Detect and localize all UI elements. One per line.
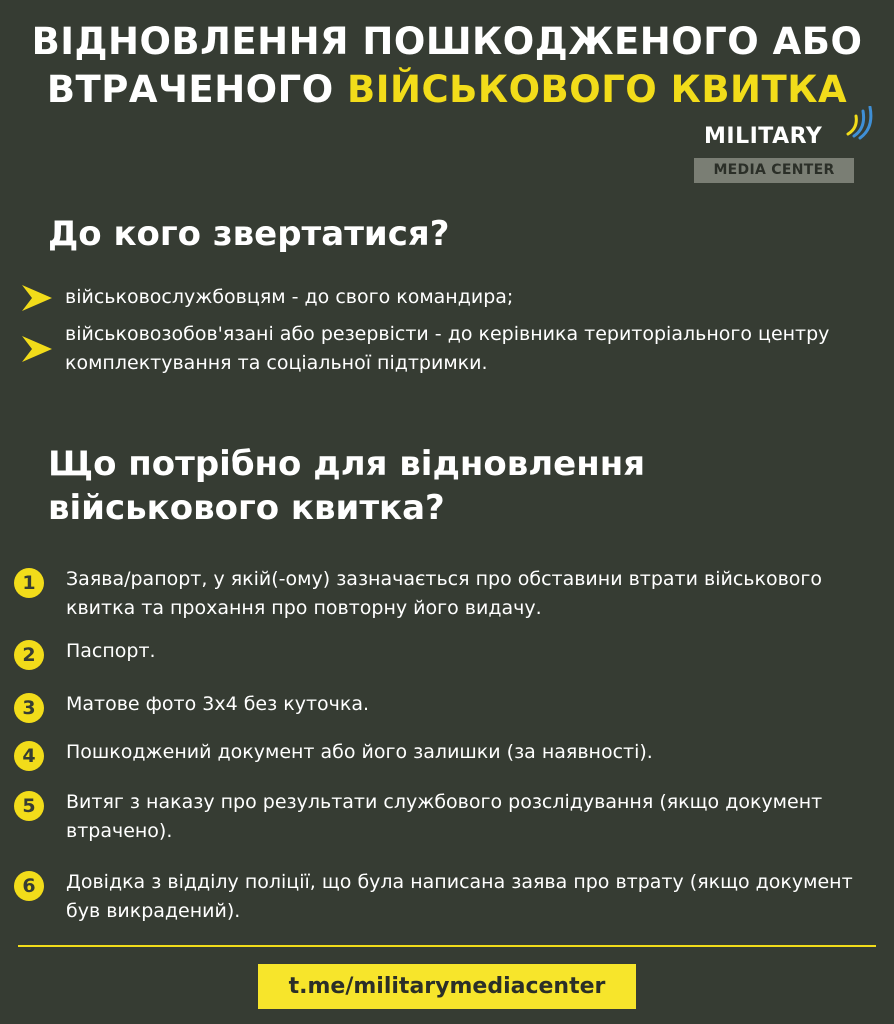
list-item-text: Матове фото 3х4 без куточка.	[66, 693, 370, 715]
section2-heading-line1: Що потрібно для відновлення	[48, 444, 646, 484]
telegram-link[interactable]: t.me/militarymediacenter	[258, 964, 636, 1009]
title-line-2: ВТРАЧЕНОГО	[46, 68, 348, 111]
list-item-text: Пошкоджений документ або його залишки (за наявності).	[66, 741, 653, 763]
military-media-center-logo	[694, 104, 878, 184]
list-item-text: Витяг з наказу про результати службового розслідування (якщо документ втрачено).	[66, 791, 823, 842]
number-badge: 6	[14, 871, 44, 901]
list-item-text: Заява/рапорт, у якій(-ому) зазначається про обставини втрати військового квитка та прохання про повторну його видачу.	[66, 568, 823, 619]
list-item-text: Паспорт.	[66, 640, 156, 662]
signal-waves-icon	[844, 106, 876, 140]
number-badge: 1	[14, 568, 44, 598]
number-badge: 4	[14, 741, 44, 771]
list-item-text: військовослужбовцям - до свого командира;	[65, 286, 514, 308]
chevron-right-icon	[22, 336, 52, 362]
section2-heading-line2: військового квитка?	[48, 488, 445, 528]
section2-heading	[48, 442, 645, 530]
title-line-1: ВІДНОВЛЕННЯ ПОШКОДЖЕНОГО АБО	[31, 20, 863, 63]
number-badge: 3	[14, 693, 44, 723]
logo-bottom-text: MEDIA CENTER	[694, 158, 854, 183]
logo-top-text: MILITARY	[704, 124, 823, 149]
divider	[18, 945, 876, 947]
chevron-right-icon	[22, 285, 52, 311]
number-badge: 2	[14, 640, 44, 670]
section1-heading: До кого звертатися?	[48, 214, 450, 254]
number-badge: 5	[14, 791, 44, 821]
title-highlight: ВІЙСЬКОВОГО КВИТКА	[347, 68, 848, 111]
main-title	[0, 18, 894, 114]
list-item-text: військовозобов'язані або резервісти - до керівника територіального центру комплектування та соціальної підтримки.	[65, 323, 830, 374]
list-item-text: Довідка з відділу поліції, що була написана заява про втрату (якщо документ був викрадений).	[66, 871, 853, 922]
